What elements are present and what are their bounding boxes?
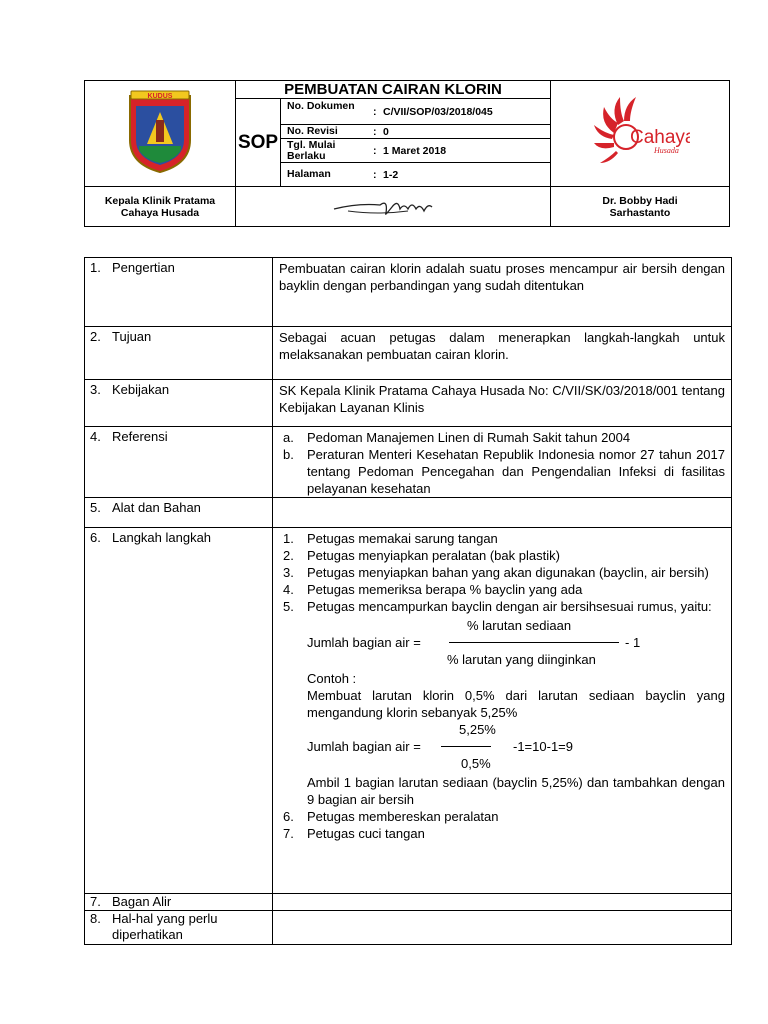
kudus-crest-icon <box>125 88 195 174</box>
section-label: Langkah langkah <box>112 530 212 545</box>
formula-general <box>307 617 725 667</box>
section-bagan-alir <box>85 894 732 911</box>
meta-colon: : <box>373 145 377 157</box>
list-item-text: Petugas mencampurkan bayclin dengan air bersihsesuai rumus, yaitu: <box>307 599 712 614</box>
formula-fraction-line <box>441 746 491 747</box>
section-pengertian <box>85 258 732 327</box>
sop-body-table <box>84 257 732 945</box>
list-marker: 3. <box>283 565 294 580</box>
list-marker: 5. <box>283 599 294 614</box>
section-number: 5. <box>90 500 101 515</box>
contoh-label: Contoh : <box>307 671 357 686</box>
sop-header-table <box>84 80 730 227</box>
list-marker: 2. <box>283 548 294 563</box>
section-label: Kebijakan <box>112 382 170 397</box>
formula-numerator: 5,25% <box>459 722 496 737</box>
list-marker: 1. <box>283 531 294 546</box>
meta-label-halaman: Halaman <box>287 168 331 180</box>
right-signer-cell <box>551 187 730 227</box>
list-item <box>279 598 725 808</box>
list-marker: a. <box>283 430 294 445</box>
section-label: Alat dan Bahan <box>112 500 201 515</box>
section-number: 6. <box>90 530 101 545</box>
husada-logo-text: Husada <box>654 146 679 155</box>
left-signer-cell <box>85 187 236 227</box>
section-text: SK Kepala Klinik Pratama Cahaya Husada No: C/VII/SK/03/2018/001 tentang Kebijakan Layanan Klinis <box>273 380 732 427</box>
ambil-text: Ambil 1 bagian larutan sediaan (bayclin 5,25%) dan tambahkan dengan 9 bagian air bersih <box>307 775 725 807</box>
meta-label-dokumen: No. Dokumen <box>287 100 355 112</box>
list-item-text: Petugas membereskan peralatan <box>307 809 499 824</box>
cahaya-husada-logo-icon <box>590 93 690 169</box>
section-text: Pembuatan cairan klorin adalah suatu proses mencampur air bersih dengan bayklin dengan perbandingan yang sudah ditentukan <box>273 258 732 327</box>
sop-label: SOP <box>236 99 281 187</box>
formula-denominator: % larutan yang diinginkan <box>447 652 596 667</box>
list-item <box>279 581 725 598</box>
section-label: Hal-hal yang perlu diperhatikan <box>112 911 218 942</box>
section-referensi <box>85 427 732 498</box>
section-number: 1. <box>90 260 101 275</box>
formula-example <box>307 721 725 771</box>
meta-row-tgl <box>281 139 551 163</box>
meta-row-halaman <box>281 163 551 187</box>
formula-fraction-line <box>449 642 619 643</box>
meta-colon: : <box>373 169 377 181</box>
meta-value-revisi: 0 <box>383 126 389 138</box>
steps-list <box>279 530 725 842</box>
signature-cell <box>236 187 551 227</box>
section-number: 3. <box>90 382 101 397</box>
formula-lhs: Jumlah bagian air = <box>307 635 421 650</box>
list-marker: b. <box>283 447 294 462</box>
section-label: Bagan Alir <box>112 894 172 909</box>
list-item <box>279 825 725 842</box>
list-marker: 6. <box>283 809 294 824</box>
signature-icon <box>328 189 458 219</box>
list-item-text: Peraturan Menteri Kesehatan Republik Indonesia nomor 27 tahun 2017 tentang Pedoman Pencegahan dan Pengendalian Infeksi di fasilitas pelayanan kesehatan <box>307 447 725 496</box>
meta-value-tgl: 1 Maret 2018 <box>383 145 447 157</box>
list-item-text: Petugas cuci tangan <box>307 826 425 841</box>
section-tujuan <box>85 327 732 380</box>
section-langkah <box>85 528 732 894</box>
meta-colon: : <box>373 106 377 118</box>
section-number: 4. <box>90 429 101 444</box>
list-item-text: Petugas memeriksa berapa % bayclin yang ada <box>307 582 583 597</box>
list-item <box>279 530 725 547</box>
document-title: PEMBUATAN CAIRAN KLORIN <box>236 81 551 99</box>
list-marker: 7. <box>283 826 294 841</box>
section-label: Tujuan <box>112 329 152 344</box>
section-kebijakan <box>85 380 732 427</box>
section-number: 8. <box>90 911 101 926</box>
section-text: Sebagai acuan petugas dalam menerapkan langkah-langkah untuk melaksanakan pembuatan cairan klorin. <box>273 327 732 380</box>
list-item <box>279 808 725 825</box>
cahaya-logo-cell <box>551 81 730 187</box>
meta-row-revisi <box>281 125 551 139</box>
section-number: 2. <box>90 329 101 344</box>
formula-rhs: -1=10-1=9 <box>513 739 573 754</box>
reference-list <box>279 429 725 497</box>
section-label: Pengertian <box>112 260 175 275</box>
cahaya-logo-text: Cahaya <box>630 127 690 148</box>
list-item-text: Petugas menyiapkan peralatan (bak plastik) <box>307 548 560 563</box>
list-item <box>279 446 725 497</box>
contoh-text: Membuat larutan klorin 0,5% dari larutan sediaan bayclin yang mengandung klorin sebanyak 5,25% <box>307 688 725 720</box>
right-signer-name: Dr. Bobby Hadi Sarhastanto <box>602 194 678 219</box>
list-item <box>279 547 725 564</box>
formula-rhs: - 1 <box>625 635 641 650</box>
meta-value-dokumen: C/VII/SOP/03/2018/045 <box>383 106 493 118</box>
list-item <box>279 429 725 446</box>
list-item-text: Petugas memakai sarung tangan <box>307 531 498 546</box>
meta-row-dokumen <box>281 99 551 125</box>
list-item-text: Pedoman Manajemen Linen di Rumah Sakit tahun 2004 <box>307 430 631 445</box>
section-number: 7. <box>90 894 101 909</box>
meta-label-revisi: No. Revisi <box>287 125 338 137</box>
formula-lhs: Jumlah bagian air = <box>307 739 421 754</box>
section-alat-bahan <box>85 498 732 528</box>
list-item <box>279 564 725 581</box>
section-label: Referensi <box>112 429 168 444</box>
kudus-logo-text: KUDUS <box>147 93 173 100</box>
list-item-text: Petugas menyiapkan bahan yang akan digunakan (bayclin, air bersih) <box>307 565 709 580</box>
left-signer-name: Kepala Klinik Pratama Cahaya Husada <box>104 194 216 219</box>
formula-denominator: 0,5% <box>461 756 491 771</box>
meta-label-tgl: Tgl. Mulai Berlaku <box>287 139 336 162</box>
kudus-logo-cell <box>85 81 236 187</box>
formula-numerator: % larutan sediaan <box>467 618 572 633</box>
meta-colon: : <box>373 126 377 138</box>
meta-value-halaman: 1-2 <box>383 169 399 181</box>
list-marker: 4. <box>283 582 294 597</box>
section-hal-perlu <box>85 911 732 945</box>
